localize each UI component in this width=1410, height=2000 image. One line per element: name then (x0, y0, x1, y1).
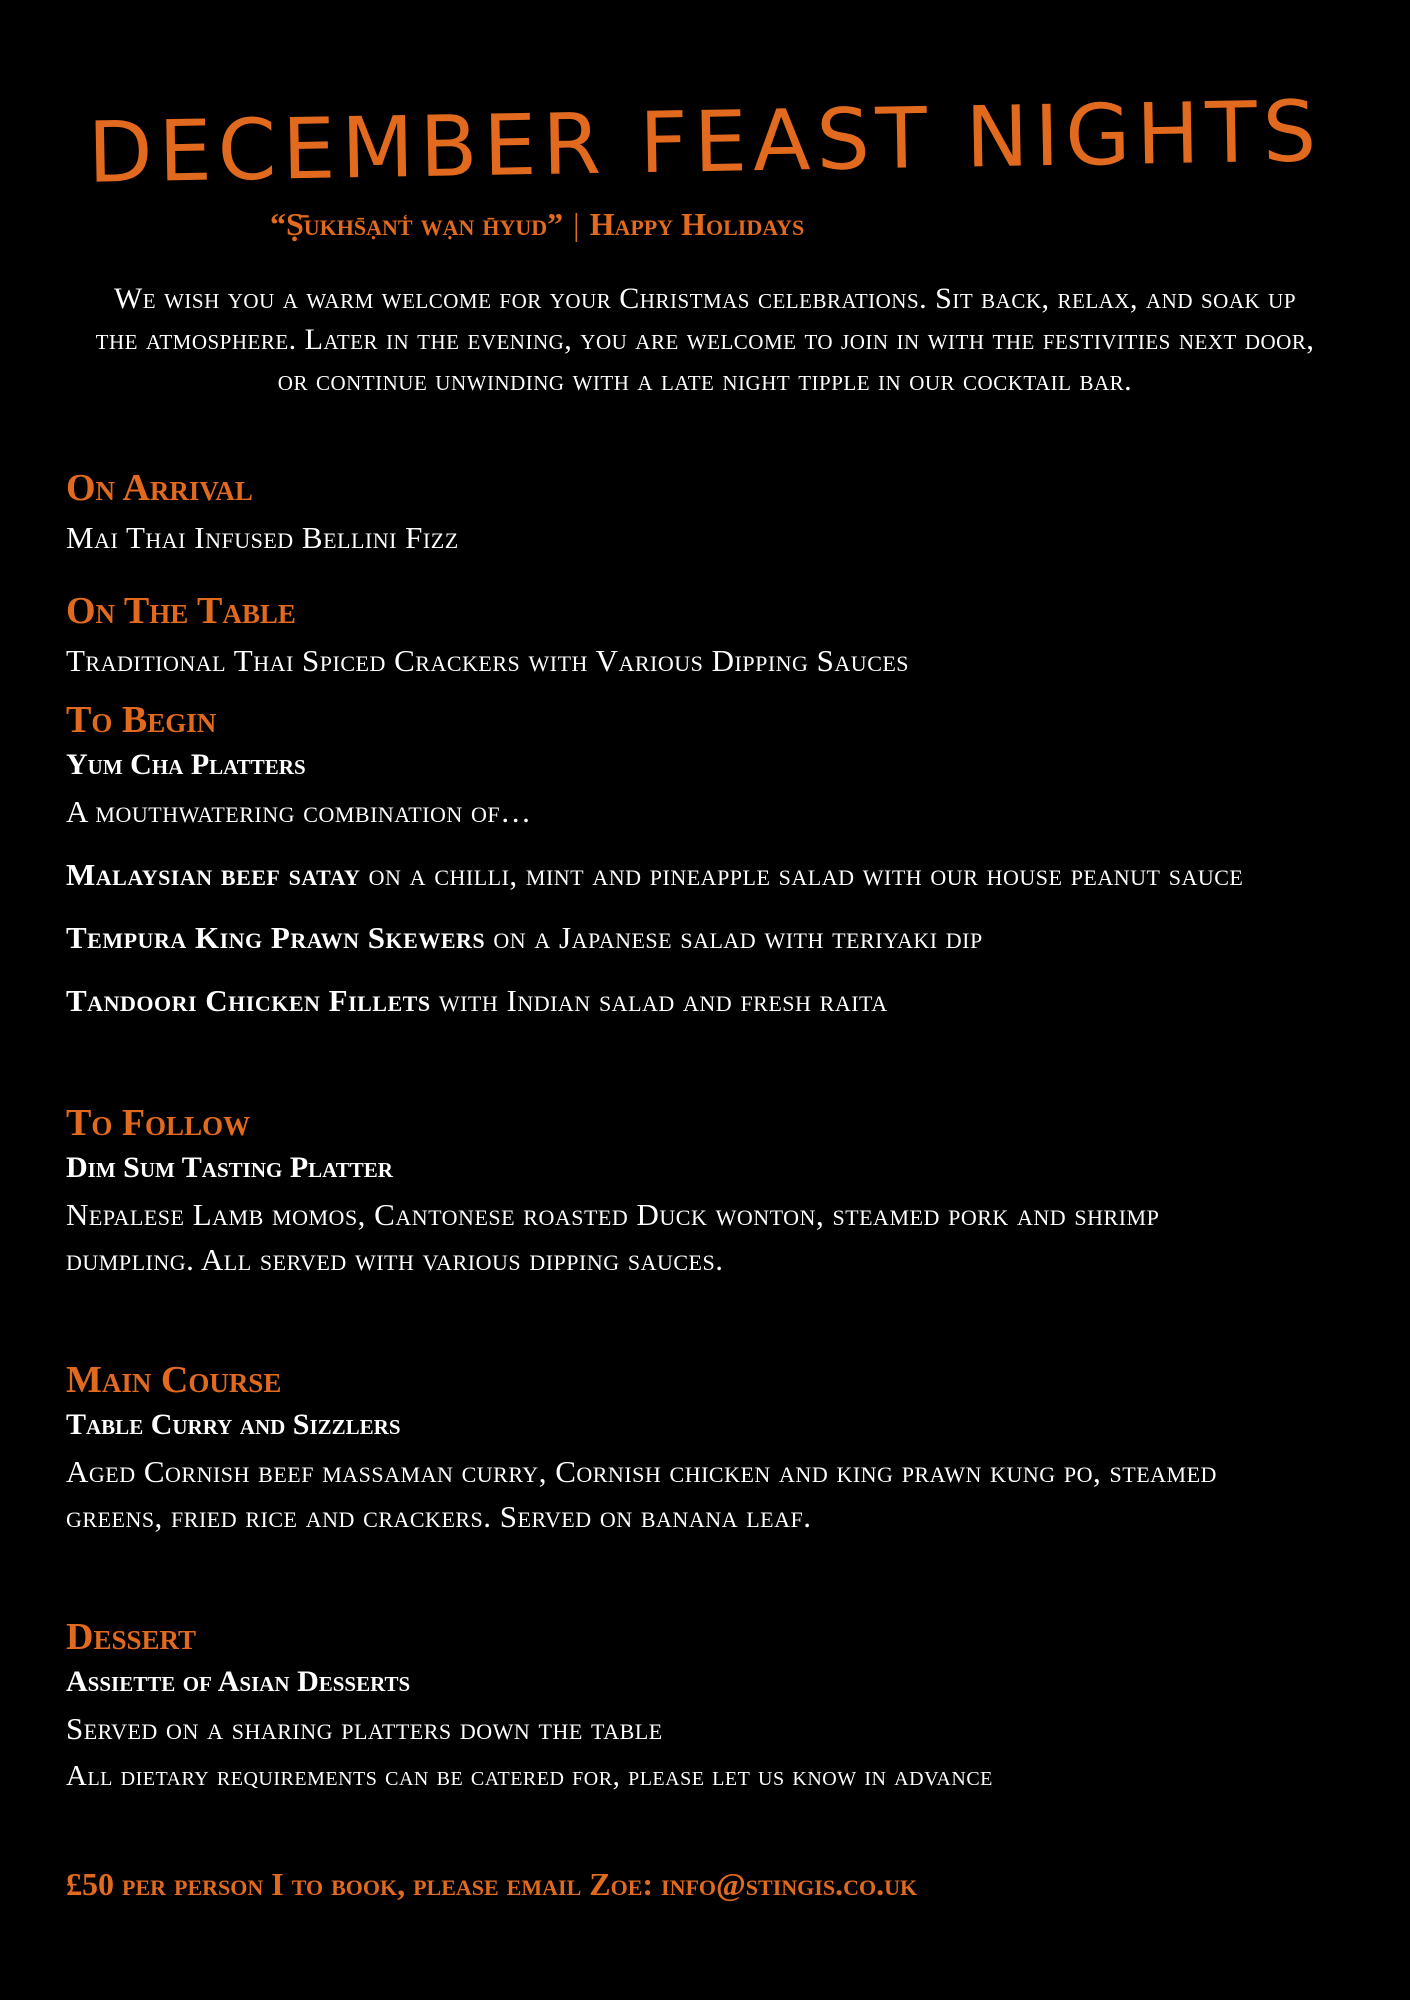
section-on-arrival (66, 465, 1356, 561)
dish-description: Served on a sharing platters down the table (66, 1711, 663, 1746)
section-heading: To Follow (66, 1102, 251, 1144)
intro-text: We wish you a warm welcome for your Christmas celebrations. Sit back, relax, and soak up the atmosphere. Later in the evening, you are welcome to join in with the festivities next door, or continue unwinding with a late night tipple in our cocktail bar. (95, 282, 1315, 397)
subtitle (270, 204, 1170, 244)
booking-info: to book, please email Zoe: info@stingis.co.uk (291, 1866, 918, 1902)
page-title: DECEMBER FEAST NIGHTS (87, 82, 1323, 202)
item-detail: on a chilli, mint and pineapple salad with our house peanut sauce (360, 857, 1244, 892)
list-item (66, 915, 1356, 960)
dish-description: Aged Cornish beef massaman curry, Cornish chicken and king prawn kung po, steamed greens, fried rice and crackers. Served on banana leaf. (66, 1454, 1217, 1534)
section-heading: On Arrival (66, 467, 253, 509)
section-dessert (66, 1614, 1356, 1799)
dish-description: A mouthwatering combination of… (66, 794, 532, 829)
dietary-note: All dietary requirements can be catered for, please let us know in advance (66, 1760, 993, 1792)
subtitle-thai: “Ṣ̄ukhs̄ạnt̒ wạn h̄yud” (270, 206, 564, 242)
price: £50 per person (66, 1866, 264, 1902)
item-detail: with Indian salad and fresh raita (430, 983, 888, 1018)
section-on-the-table (66, 588, 1356, 684)
section-to-begin (66, 697, 1356, 1023)
booking-footer (66, 1864, 1366, 1904)
section-main-course (66, 1357, 1226, 1539)
list-item (66, 852, 1306, 897)
dish-name: Dim Sum Tasting Platter (66, 1151, 393, 1184)
footer-separator: I (271, 1866, 284, 1902)
item-name: Malaysian beef satay (66, 857, 361, 892)
list-item (66, 978, 1356, 1023)
section-heading: On The Table (66, 590, 296, 632)
item-name: Tandoori Chicken Fillets (66, 983, 431, 1018)
item-name: Tempura King Prawn Skewers (66, 920, 486, 955)
subtitle-english: Happy Holidays (589, 206, 805, 242)
section-heading: Dessert (66, 1616, 197, 1658)
menu-item: Traditional Thai Spiced Crackers with Various Dipping Sauces (66, 643, 910, 678)
dish-name: Yum Cha Platters (66, 748, 306, 781)
dish-description: Nepalese Lamb momos, Cantonese roasted Duck wonton, steamed pork and shrimp dumpling. All served with various dipping sauces. (66, 1197, 1160, 1277)
dish-name: Table Curry and Sizzlers (66, 1408, 401, 1441)
section-heading: Main Course (66, 1359, 282, 1401)
dish-name: Assiette of Asian Desserts (66, 1665, 411, 1698)
menu-item: Mai Thai Infused Bellini Fizz (66, 520, 459, 555)
section-to-follow (66, 1100, 1246, 1282)
subtitle-separator: | (573, 206, 580, 242)
item-detail: on a Japanese salad with teriyaki dip (485, 920, 983, 955)
section-heading: To Begin (66, 699, 217, 741)
